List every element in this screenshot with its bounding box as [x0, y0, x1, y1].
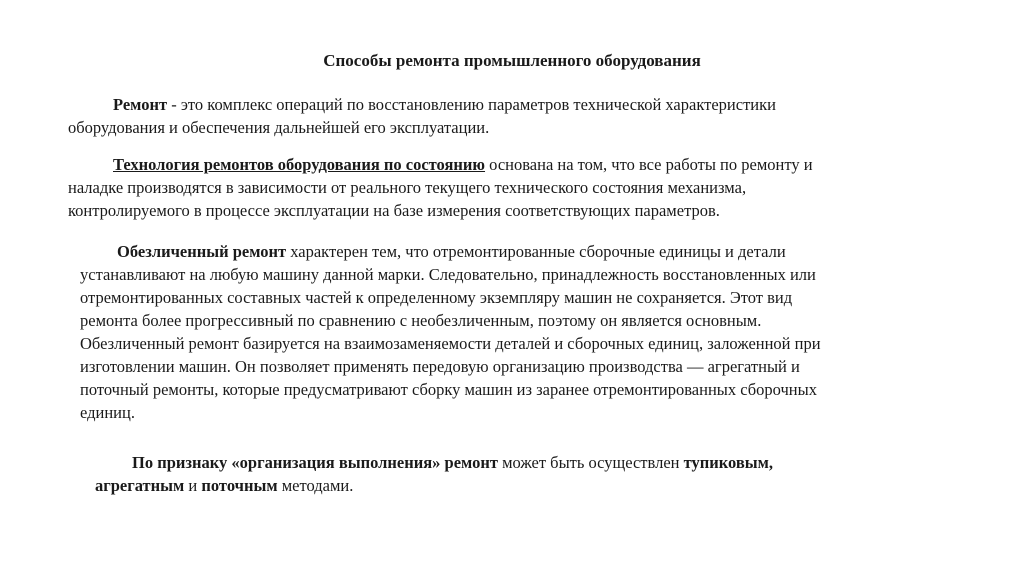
- term-depersonalized-repair: Обезличенный ремонт: [117, 242, 287, 261]
- term-condition-based-technology: Технология ремонтов оборудования по состоянию: [113, 155, 486, 174]
- paragraph-line: Обезличенный ремонт базируется на взаимозаменяемости деталей и сборочных единиц, заложенной при: [80, 334, 821, 353]
- paragraph-line: поточный ремонты, которые предусматривают сборку машин из заранее отремонтированных сборочных: [80, 380, 817, 399]
- paragraph-line: единиц.: [80, 403, 135, 422]
- paragraph-repair-definition: [68, 93, 908, 139]
- paragraph-line: ремонта более прогрессивный по сравнению с необезличенным, поэтому он является основным.: [80, 311, 762, 330]
- paragraph-line: [68, 153, 908, 176]
- term-organization-criterion: По признаку «организация выполнения» ремонт: [132, 453, 498, 472]
- paragraph-line: устанавливают на любую машину данной марки. Следовательно, принадлежность восстановленных или: [80, 265, 816, 284]
- paragraph-line: оборудования и обеспечения дальнейшей его эксплуатации.: [68, 118, 490, 137]
- paragraph-line: контролируемого в процессе эксплуатации на базе измерения соответствующих параметров.: [68, 201, 720, 220]
- paragraph-organization-methods: [95, 451, 915, 497]
- paragraph-condition-based-repair: [68, 153, 908, 222]
- term-repair: Ремонт: [113, 95, 168, 114]
- paragraph-line: наладке производятся в зависимости от реального текущего технического состояния механизма,: [68, 178, 747, 197]
- text-segment: характерен тем, что отремонтированные сборочные единицы и детали: [286, 242, 786, 261]
- text-segment: основана на том, что все работы по ремонту и: [485, 155, 813, 174]
- paragraph-depersonalized-repair: [80, 240, 960, 424]
- page-title: Способы ремонта промышленного оборудования: [323, 51, 701, 70]
- paragraph-line: [80, 240, 960, 263]
- text-segment: - это комплекс операций по восстановлению параметров технической характеристики: [167, 95, 776, 114]
- paragraph-line: [68, 93, 908, 116]
- paragraph-line: [95, 451, 915, 474]
- text-segment: и: [184, 476, 202, 495]
- term-aggregate: агрегатным: [95, 476, 185, 495]
- text-segment: может быть осуществлен: [497, 453, 684, 472]
- paragraph-line: отремонтированных составных частей к определенному экземпляру машин не сохраняется. Этот вид: [80, 288, 793, 307]
- paragraph-line: изготовлении машин. Он позволяет применять передовую организацию производства — агрегатный и: [80, 357, 800, 376]
- term-flow: поточным: [201, 476, 278, 495]
- term-dead-end: тупиковым,: [683, 453, 774, 472]
- paragraph-line: [95, 474, 915, 497]
- text-segment: методами.: [277, 476, 354, 495]
